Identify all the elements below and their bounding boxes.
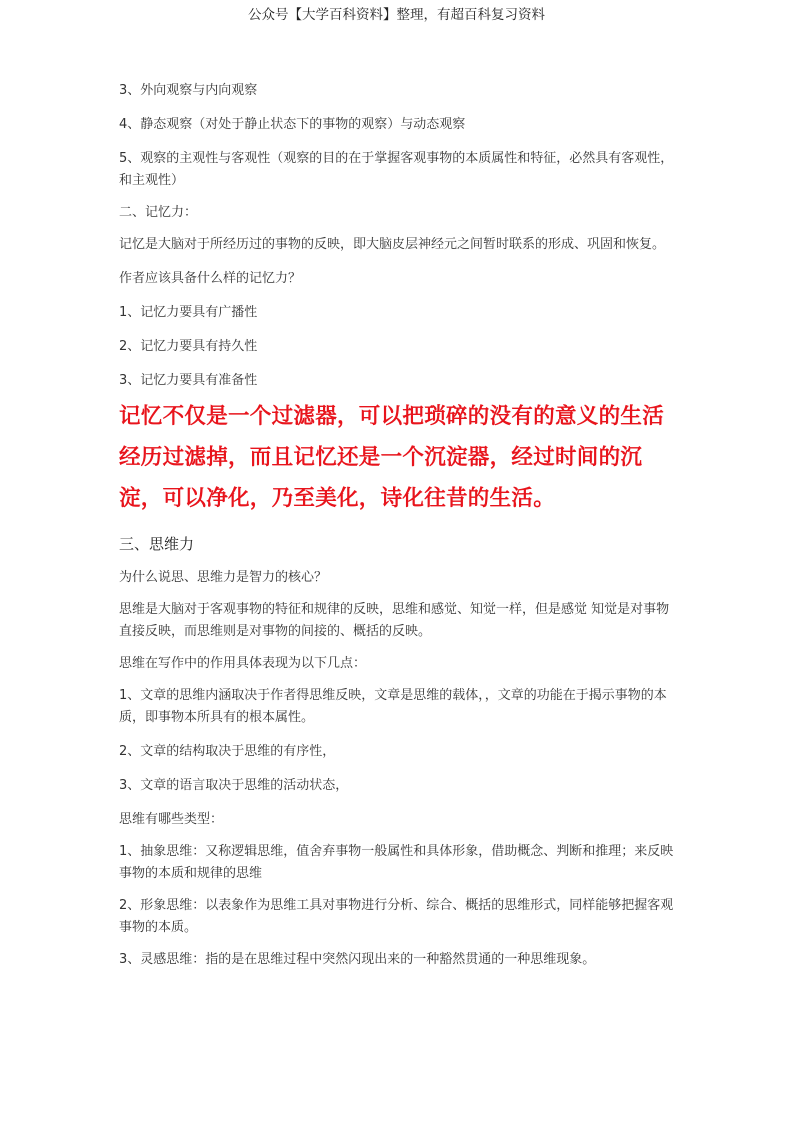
- list-item-inspiration-thinking: 3、灵感思维：指的是在思维过程中突然闪现出来的一种豁然贯通的一种思维现象。: [119, 952, 596, 967]
- list-item-abstract-thinking: 1、抽象思维：又称逻辑思维，值舍弃事物一般属性和具体形象，借助概念、判断和推理；来反映事物的本质和规律的思维: [119, 844, 674, 881]
- section-heading-thinking: 三、思维力: [119, 535, 195, 553]
- paragraph-static-dynamic: 4、静态观察（对处于静止状态下的事物的观察）与动态观察: [119, 117, 466, 132]
- page-header: 公众号【大学百科资料】整理，有超百科复习资料: [248, 7, 545, 23]
- list-item-memory-3: 3、记忆力要具有准备性: [119, 373, 258, 388]
- paragraph-thinking-types: 思维有哪些类型：: [119, 812, 224, 827]
- list-item-thinking-1: 1、文章的思维内涵取决于作者得思维反映，文章是思维的载体，，文章的功能在于揭示事物的本质，即事物本所具有的根本属性。: [119, 688, 667, 725]
- paragraph-outward-inward: 3、外向观察与内向观察: [119, 83, 258, 98]
- paragraph-memory-question: 作者应该具备什么样的记忆力？: [119, 271, 302, 286]
- list-item-thinking-3: 3、文章的语言取决于思维的活动状态，: [119, 778, 349, 793]
- list-item-memory-1: 1、记忆力要具有广播性: [119, 305, 258, 320]
- paragraph-thinking-definition: 思维是大脑对于客观事物的特征和规律的反映，思维和感觉、知觉一样，但是感觉 知觉是对事物直接反映，而思维则是对事物的间接的、概括的反映。: [119, 602, 670, 639]
- document-body: [119, 80, 679, 971]
- paragraph-subjective-objective: 5、观察的主观性与客观性（观察的目的在于掌握客观事物的本质属性和特征，必然具有客观性，和主观性）: [119, 151, 674, 188]
- emphasis-memory-quote: 记忆不仅是一个过滤器，可以把琐碎的没有的意义的生活经历过滤掉，而且记忆还是一个沉淀器，经过时间的沉淀，可以净化，乃至美化，诗化往昔的生活。: [119, 404, 665, 511]
- paragraph-thinking-role: 思维在写作中的作用具体表现为以下几点：: [119, 656, 367, 671]
- list-item-image-thinking: 2、形象思维：以表象作为思维工具对事物进行分析、综合、概括的思维形式，同样能够把握客观事物的本质。: [119, 898, 674, 935]
- paragraph-thinking-question: 为什么说思、思维力是智力的核心？: [119, 570, 328, 585]
- list-item-memory-2: 2、记忆力要具有持久性: [119, 339, 258, 354]
- list-item-thinking-2: 2、文章的结构取决于思维的有序性，: [119, 744, 336, 759]
- section-heading-memory: 二、记忆力：: [119, 205, 198, 220]
- paragraph-memory-definition: 记忆是大脑对于所经历过的事物的反映，即大脑皮层神经元之间暂时联系的形成、巩固和恢复。: [119, 237, 666, 252]
